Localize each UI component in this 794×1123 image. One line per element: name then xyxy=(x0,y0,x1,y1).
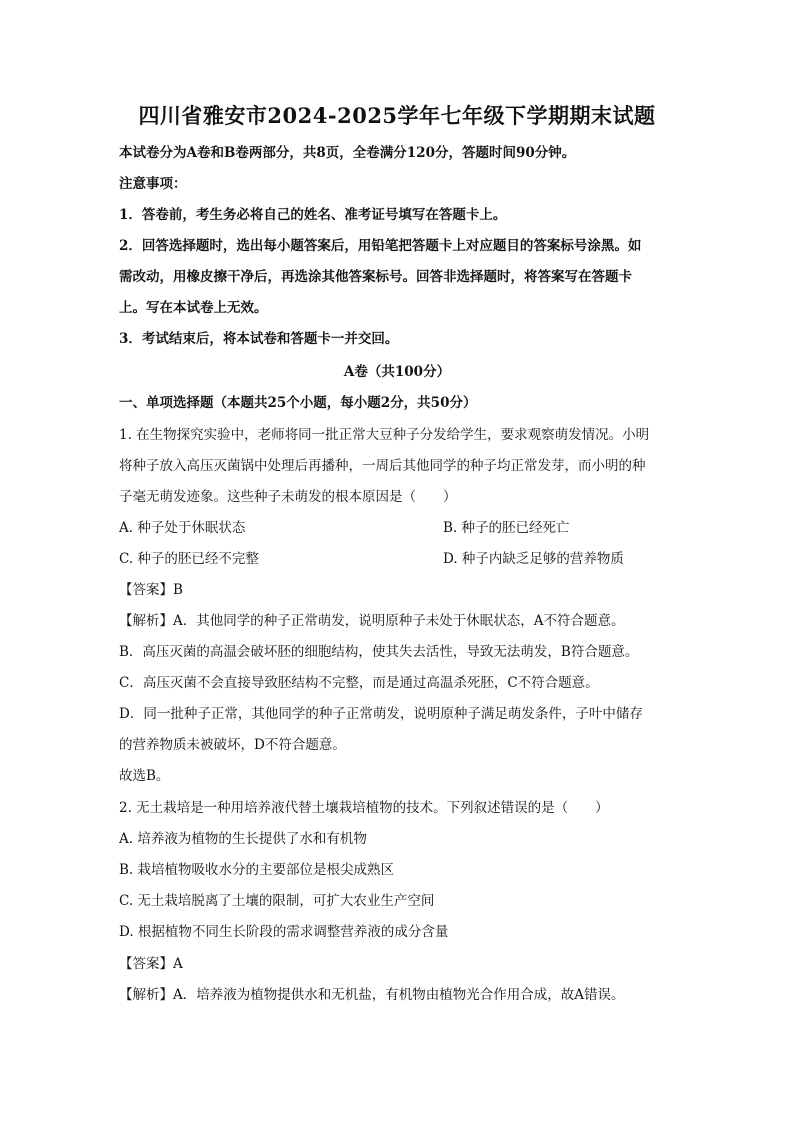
question-1-analysis: 【解析】A．其他同学的种子正常萌发，说明原种子未处于休眠状态，A不符合题意。 xyxy=(119,613,625,629)
question-2-option-c: C. 无土栽培脱离了土壤的限制，可扩大农业生产空间 xyxy=(119,893,435,909)
question-1-option-d: D. 种子内缺乏足够的营养物质 xyxy=(443,551,624,567)
question-1-stem: 1. 在生物探究实验中，老师将同一批正常大豆种子分发给学生，要求观察萌发情况。小明 xyxy=(119,427,650,443)
notice-item: 2．回答选择题时，选出每小题答案后，用铅笔把答题卡上对应题目的答案标号涂黑。如 xyxy=(119,238,642,254)
question-1-conclusion: 故选B。 xyxy=(119,768,170,784)
section-a-heading: A卷（共100分） xyxy=(343,364,451,380)
question-1-analysis: D．同一批种子正常，其他同学的种子正常萌发，说明原种子满足萌发条件，子叶中储存 xyxy=(119,706,643,722)
question-2-answer: 【答案】A xyxy=(119,956,183,972)
notice-heading: 注意事项： xyxy=(119,176,187,192)
question-1-stem: 子毫无萌发迹象。这些种子未萌发的根本原因是（ ） xyxy=(119,489,457,505)
notice-item: 1．答卷前，考生务必将自己的姓名、准考证号填写在答题卡上。 xyxy=(119,207,507,223)
question-1-analysis: 的营养物质未被破坏，D不符合题意。 xyxy=(119,737,346,753)
notice-item: 上。写在本试卷上无效。 xyxy=(119,300,268,316)
question-1-option-a: A. 种子处于休眠状态 xyxy=(119,520,246,536)
exam-title: 四川省雅安市2024-2025学年七年级下学期期末试题 xyxy=(138,103,656,128)
exam-intro: 本试卷分为A卷和B卷两部分，共8页，全卷满分120分，答题时间90分钟。 xyxy=(119,145,576,161)
question-2-option-d: D. 根据植物不同生长阶段的需求调整营养液的成分含量 xyxy=(119,924,449,940)
part-one-heading: 一、单项选择题（本题共25个小题，每小题2分，共50分） xyxy=(119,395,477,411)
question-1-analysis: C．高压灭菌不会直接导致胚结构不完整，而是通过高温杀死胚，C不符合题意。 xyxy=(119,675,599,691)
question-1-stem: 将种子放入高压灭菌锅中处理后再播种，一周后其他同学的种子均正常发芽，而小明的种 xyxy=(119,458,646,474)
question-1-answer: 【答案】B xyxy=(119,582,183,598)
notice-item: 3．考试结束后，将本试卷和答题卡一并交回。 xyxy=(119,331,399,347)
question-2-option-b: B. 栽培植物吸收水分的主要部位是根尖成熟区 xyxy=(119,862,395,878)
question-2-analysis: 【解析】A．培养液为植物提供水和无机盐，有机物由植物光合作用合成，故A错误。 xyxy=(119,987,625,1003)
question-2-stem: 2. 无土栽培是一种用培养液代替土壤栽培植物的技术。下列叙述错误的是（ ） xyxy=(119,800,609,816)
question-2-option-a: A. 培养液为植物的生长提供了水和有机物 xyxy=(119,831,367,847)
notice-item: 需改动，用橡皮擦干净后，再选涂其他答案标号。回答非选择题时，将答案写在答题卡 xyxy=(119,269,632,285)
question-1-analysis: B．高压灭菌的高温会破坏胚的细胞结构，使其失去活性，导致无法萌发，B符合题意。 xyxy=(119,644,639,660)
question-1-option-c: C. 种子的胚已经不完整 xyxy=(119,551,259,567)
question-1-option-b: B. 种子的胚已经死亡 xyxy=(443,520,570,536)
